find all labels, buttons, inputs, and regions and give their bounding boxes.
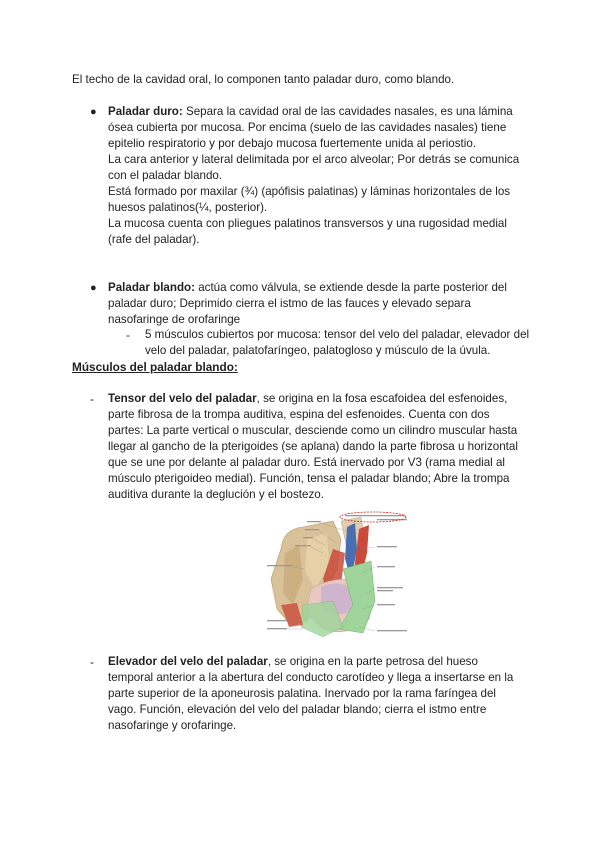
elevador-text: , se origina en la parte petrosa del hueso temporal anterior a la abertura del conducto carotídeo y llega a insertarse en la parte superior de la aponeurosis palatina. Inervado por la rama faríngea del vago. Función, elevación del velo del paladar blando; cierra el istmo entre nasofaringe y orofaringe. xyxy=(108,655,514,732)
paladar-duro-paragraph-4: La mucosa cuenta con pliegues palatinos transversos y una rugosidad medial (rafe del paladar). xyxy=(108,217,507,246)
elevador-block xyxy=(108,654,523,734)
paladar-blando-text: actúa como válvula, se extiende desde la parte posterior del paladar duro; Deprimido cierra el istmo de las fauces y elevado separa nasofaringe de orofaringe xyxy=(108,281,507,326)
paladar-blando-block xyxy=(108,280,523,328)
paladar-blando-sub-item xyxy=(145,327,535,359)
dash-sub-item: - xyxy=(126,328,130,342)
paladar-duro-text-1: Separa la cavidad oral de las cavidades nasales, es una lámina ósea cubierta por mucosa. Por encima (suelo de las cavidades nasales) tiene epitelio respiratorio y por debajo mucosa fuertemente unida al periostio. xyxy=(108,105,513,150)
bullet-paladar-blando: ● xyxy=(90,282,97,294)
paladar-duro-block xyxy=(108,104,523,248)
paladar-duro-paragraph-2: La cara anterior y lateral delimitada por el arco alveolar; Por detrás se comunica con el paladar blando. xyxy=(108,153,520,182)
intro-paragraph: El techo de la cavidad oral, lo componen tanto paladar duro, como blando. xyxy=(72,73,455,86)
bullet-paladar-duro: ● xyxy=(90,106,97,118)
elevador-title: Elevador del velo del paladar xyxy=(108,655,268,668)
tensor-title: Tensor del velo del paladar xyxy=(108,392,257,405)
elevador-paragraph xyxy=(108,654,523,734)
paladar-blando-paragraph xyxy=(108,280,523,328)
paladar-blando-title: Paladar blando: xyxy=(108,281,195,294)
section-heading: Músculos del paladar blando: xyxy=(72,360,238,374)
paladar-blando-sub-text: 5 músculos cubiertos por mucosa: tensor del velo del paladar, elevador del velo del paladar, palatofaríngeo, palatogloso y músculo de la úvula. xyxy=(145,328,530,357)
paladar-duro-paragraph-1 xyxy=(108,104,523,152)
tensor-block xyxy=(108,391,523,503)
paladar-duro-title: Paladar duro: xyxy=(108,105,183,118)
paladar-duro-paragraph-3: Está formado por maxilar (¾) (apófisis palatinas) y láminas horizontales de los huesos palatinos(¼, posterior). xyxy=(108,185,511,214)
tensor-text: , se origina en la fosa escafoidea del esfenoides, parte fibrosa de la trompa auditiva, espina del esfenoides. Cuenta con dos partes: La parte vertical o muscular, desciende como un cilindro muscular hasta llegar al gancho de la pterigoides (se aplana) dando la parte fibrosa u horizontal que se une por delante al paladar duro. Está inervado por V3 (rama medial al músculo pterigoideo medial). Función, tensa el paladar blando; Abre la trompa auditiva durante la deglución y el bostezo. xyxy=(108,392,518,501)
tensor-paragraph xyxy=(108,391,523,503)
dash-tensor: - xyxy=(90,392,94,406)
soft-palate-muscles-illustration xyxy=(263,509,415,639)
dash-elevador: - xyxy=(90,655,94,669)
